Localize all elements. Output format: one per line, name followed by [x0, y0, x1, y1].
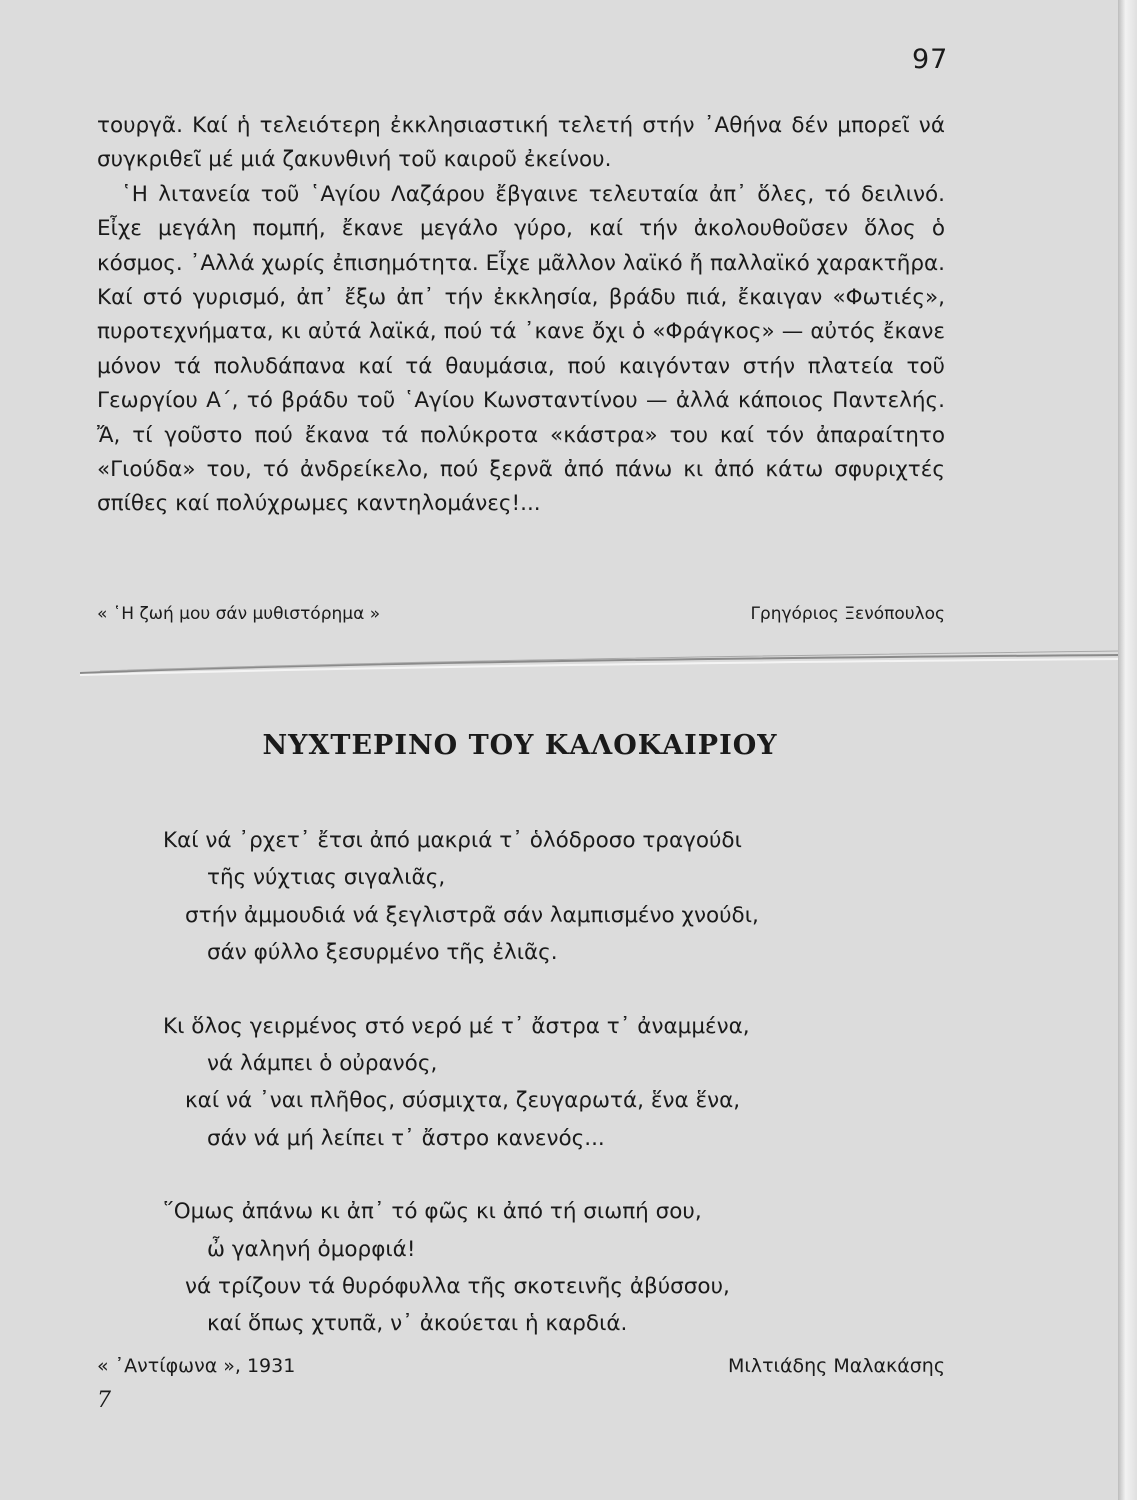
- prose-author: Γρηγόριος Ξενόπουλος: [750, 604, 945, 624]
- poem-line: σάν νά μή λείπει τ᾿ ἄστρο κανενός...: [207, 1125, 605, 1151]
- poem-stanza: [163, 1008, 923, 1158]
- poem-line: νά λάμπει ὁ οὐρανός,: [207, 1051, 438, 1077]
- prose-source: « ῾Η ζωή μου σάν μυθιστόρημα »: [97, 604, 381, 624]
- poem-line: νά τρίζουν τά θυρόφυλλα τῆς σκοτεινῆς ἀβύσσου,: [185, 1274, 730, 1300]
- poem-line: καί νά ᾿ναι πλῆθος, σύσμιχτα, ζευγαρωτά, ἕνα ἕνα,: [185, 1088, 741, 1114]
- printer-signature-mark: 7: [97, 1388, 111, 1413]
- poem-title: ΝΥΧΤΕΡΙΝΟ ΤΟΥ ΚΑΛΟΚΑΙΡΙΟΥ: [262, 730, 778, 761]
- poem-line: Κι ὅλος γειρμένος στό νερό μέ τ᾿ ἄστρα τ᾿ ἀναμμένα,: [163, 1013, 750, 1039]
- page-number: 97: [912, 44, 949, 75]
- poem-body: [163, 822, 923, 1379]
- page-edge: [1118, 0, 1137, 1500]
- poem-author: Μιλτιάδης Μαλακάσης: [728, 1355, 945, 1377]
- prose-citation: [97, 604, 945, 624]
- prose-paragraph: ῾Η λιτανεία τοῦ ῾Αγίου Λαζάρου ἔβγαινε τελευταία ἀπ᾿ ὅλες, τό δειλινό. Εἶχε μεγάλη πομπή, ἔκανε μεγάλο γύρο, καί τήν ἀκολουθοῦσεν ὅλος ὁ κόσμος. ᾿Αλλά χωρίς ἐπισημότητα. Εἶχε μᾶλλον λαϊκό ἤ παλλαϊκό χαρακτῆρα. Καί στό γυρισμό, ἀπ᾿ ἔξω ἀπ᾿ τήν ἐκκλησία, βράδυ πιά, ἔκαιγαν «Φωτιές», πυροτεχνήματα, κι αὐτά λαϊκά, πού τά ᾿κανε ὄχι ὁ «Φράγκος» — αὐτός ἔκανε μόνον τά πολυδάπανα καί τά θαυμάσια, πού καιγόνταν στήν πλατεία τοῦ Γεωργίου Α΄, τό βράδυ τοῦ ῾Αγίου Κωνσταντίνου — ἀλλά κάποιος Παντελής. Ἄ, τί γοῦστο πού ἔκανα τά πολύκροτα «κάστρα» του καί τόν ἀπαραίτητο «Γιούδα» του, τό ἀνδρείκελο, πού ξερνᾶ ἀπό πάνω κι ἀπό κάτω σφυριχτές σπίθες καί πολύχρωμες καντηλομάνες!...: [97, 181, 945, 517]
- prose-paragraph: τουργᾶ. Καί ἡ τελειότερη ἐκκλησιαστική τελετή στήν ᾿Αθήνα δέν μπορεῖ νά συγκριθεῖ μέ μιά ζακυνθινή τοῦ καιροῦ ἐκείνου.: [97, 113, 945, 173]
- prose-excerpt: [97, 109, 945, 522]
- poem-line: τῆς νύχτιας σιγαλιᾶς,: [207, 865, 446, 891]
- poem-citation: [97, 1355, 945, 1377]
- poem-stanza: [163, 822, 923, 972]
- poem-line: ῞Ομως ἀπάνω κι ἀπ᾿ τό φῶς κι ἀπό τή σιωπή σου,: [163, 1199, 702, 1225]
- poem-line: στήν ἀμμουδιά νά ξεγλιστρᾶ σάν λαμπισμένο χνούδι,: [185, 902, 759, 928]
- poem-line: ὦ γαληνή ὀμορφιά!: [207, 1236, 416, 1262]
- poem-source: « ᾿Αντίφωνα », 1931: [97, 1355, 296, 1377]
- poem-line: σάν φύλλο ξεσυρμένο τῆς ἐλιᾶς.: [207, 940, 558, 966]
- poem-line: Καί νά ᾿ρχετ᾿ ἔτσι ἀπό μακριά τ᾿ ὁλόδροσο τραγούδι: [163, 828, 742, 853]
- paper-fold-crease: [80, 645, 1120, 685]
- poem-stanza: [163, 1193, 923, 1343]
- poem-line: καί ὅπως χτυπᾶ, ν᾿ ἀκούεται ἡ καρδιά.: [207, 1311, 628, 1337]
